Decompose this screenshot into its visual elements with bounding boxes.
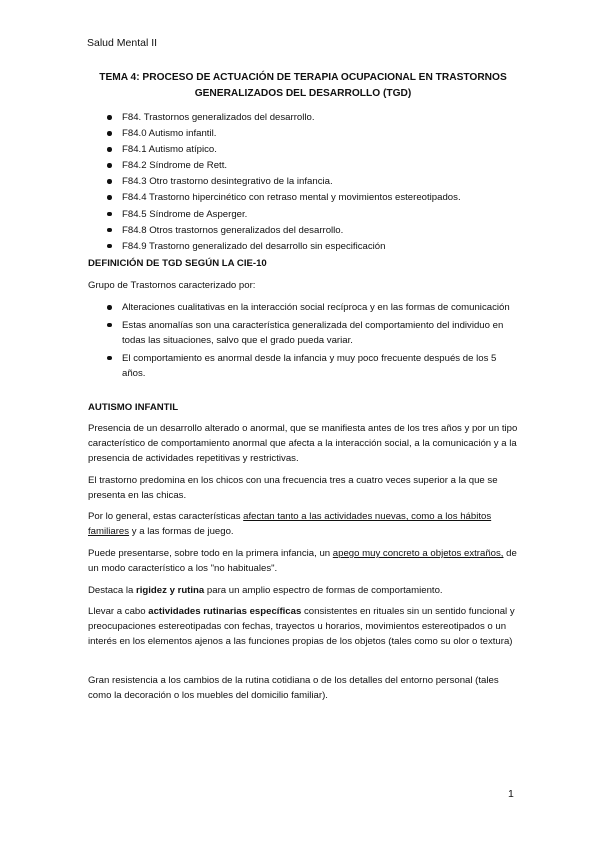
paragraph-text: Puede presentarse, sobre todo en la primera infancia, un	[88, 548, 333, 559]
section-heading-autism: AUTISMO INFANTIL	[88, 402, 179, 413]
list-item: F84.2 Síndrome de Rett.	[88, 158, 461, 174]
paragraph-text: consistentes en rituales sin un sentido funcional y preocupaciones estereotipadas con fechas, trayectos u horarios, movimientos estereotipados o un interés en los elementos ajenos a las funciones propias de los objetos (tales como su olor o textura)	[88, 606, 515, 648]
paragraph-text: Llevar a cabo	[88, 606, 149, 617]
running-header: Salud Mental II	[87, 37, 158, 49]
bold-text: actividades rutinarias específicas	[148, 606, 302, 617]
list-item: F84.8 Otros trastornos generalizados del desarrollo.	[88, 223, 461, 239]
paragraph-text: para un amplio espectro de formas de comportamiento.	[204, 585, 443, 596]
paragraph	[88, 509, 518, 539]
page-number: 1	[508, 788, 514, 800]
list-item: F84.9 Trastorno generalizado del desarrollo sin especificación	[88, 239, 461, 255]
paragraph-text: y a las formas de juego.	[129, 526, 234, 538]
list-item: Alteraciones cualitativas en la interacción social recíproca y en las formas de comunicación	[88, 300, 518, 315]
list-item: El comportamiento es anormal desde la infancia y muy poco frecuente después de los 5 años.	[88, 351, 518, 382]
definition-intro: Grupo de Trastornos caracterizado por:	[88, 280, 256, 291]
paragraph: Presencia de un desarrollo alterado o anormal, que se manifiesta antes de los tres años y por un tipo característico de comportamiento anormal que afecta a la interacción social, a la comunicación y a la presencia de actividades repetitivas y restrictivas.	[88, 423, 518, 465]
code-list	[88, 110, 461, 255]
paragraph-text: Destaca la	[88, 585, 136, 596]
underlined-text: apego muy concreto a objetos extraños,	[332, 548, 504, 559]
list-item: F84.3 Otro trastorno desintegrativo de la infancia.	[88, 174, 461, 190]
paragraph	[88, 583, 518, 598]
section-heading-definition: DEFINICIÓN DE TGD SEGÚN LA CIE-10	[88, 258, 267, 269]
list-item: F84.5 Síndrome de Asperger.	[88, 207, 461, 223]
criteria-list	[88, 300, 518, 384]
paragraph	[88, 604, 518, 650]
document-title: TEMA 4: PROCESO DE ACTUACIÓN DE TERAPIA OCUPACIONAL EN TRASTORNOS GENERALIZADOS DEL DESARROLLO (TGD)	[99, 72, 507, 99]
underlined-text: afectan tanto a las actividades nuevas, como a los hábitos familiares	[88, 511, 492, 538]
paragraph: Gran resistencia a los cambios de la rutina cotidiana o de los detalles del entorno personal (tales como la decoración o los muebles del domicilio familiar).	[88, 675, 499, 702]
bold-text: rigidez y rutina	[136, 585, 205, 596]
paragraph-text: de un modo característico a los "no habituales".	[88, 548, 517, 575]
list-item: F84.0 Autismo infantil.	[88, 126, 461, 142]
list-item: F84. Trastornos generalizados del desarrollo.	[88, 110, 461, 126]
paragraph-text: Por lo general, estas características	[88, 511, 244, 522]
list-item: F84.4 Trastorno hipercinético con retraso mental y movimientos estereotipados.	[88, 190, 461, 206]
paragraph: El trastorno predomina en los chicos con una frecuencia tres a cuatro veces superior a la que se presenta en las chicas.	[88, 475, 498, 502]
list-item: F84.1 Autismo atípico.	[88, 142, 461, 158]
paragraph	[88, 546, 518, 576]
list-item: Estas anomalías son una característica generalizada del comportamiento del individuo en todas las situaciones, salvo que el grado pueda variar.	[88, 318, 518, 349]
